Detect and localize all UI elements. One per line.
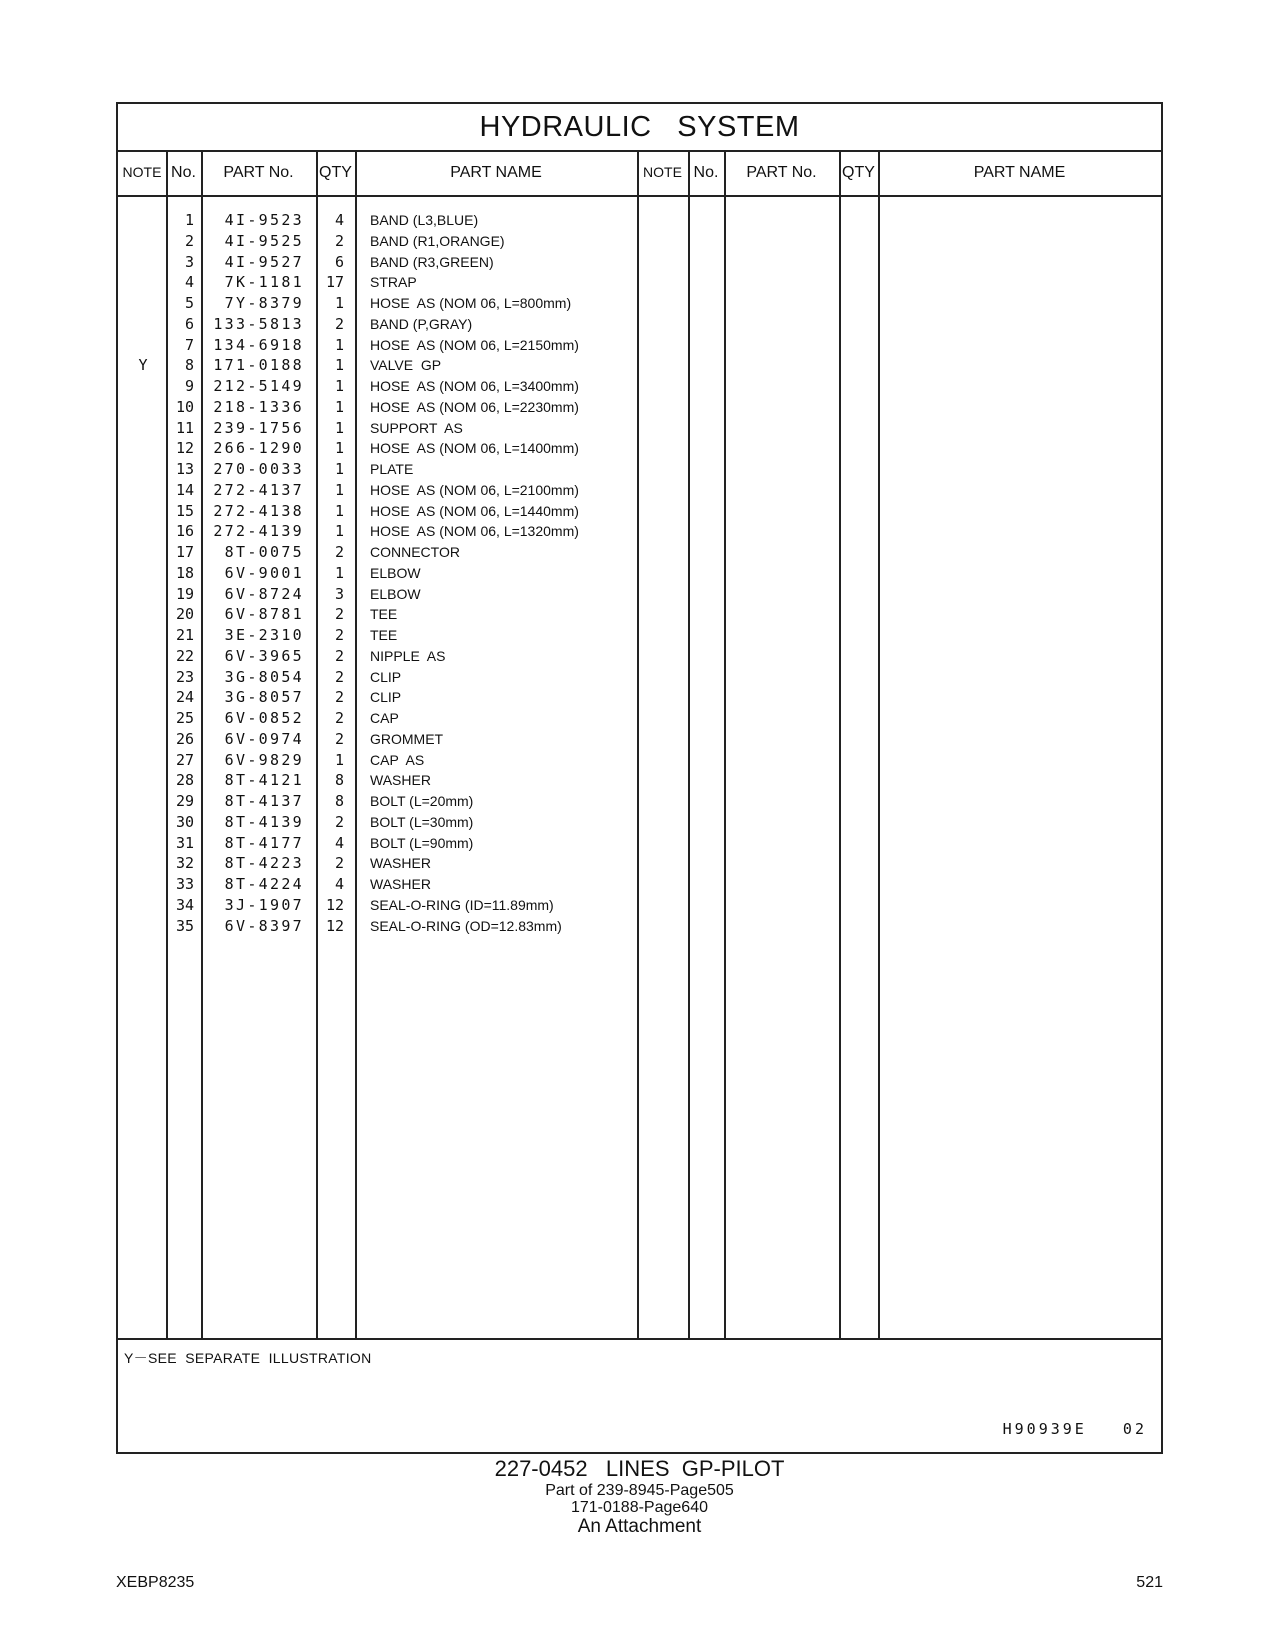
part-number-cell: 3J-1907 [224,895,304,914]
note-cell [118,520,168,542]
note-cell [118,417,168,439]
part-name-cell: GROMMET [370,730,444,747]
item-number-cell: 6 [184,314,194,333]
quantity-cell: 2 [334,231,344,250]
item-number-cell: 19 [175,584,194,603]
part-number-cell: 3G-8057 [224,688,304,707]
part-name-cell: WASHER [370,772,431,789]
note-cell [118,479,168,501]
note-cell [118,603,168,625]
part-number-cell: 3G-8054 [224,667,304,686]
caption-reference: 171-0188-Page640 [570,1499,708,1516]
part-name-cell: CONNECTOR [370,544,460,560]
footnote: Y－SEE SEPARATE ILLUSTRATION [124,1350,372,1366]
item-number-cell: 23 [175,667,194,686]
table-row [118,852,1161,874]
part-name-cell: HOSE AS (NOM 06, L=1320mm) [370,523,579,540]
note-cell [118,666,168,688]
table-row [118,832,1161,854]
table-row [118,811,1161,833]
note-cell [118,292,168,314]
item-number-cell: 3 [184,252,194,271]
item-number-cell: 33 [175,875,194,893]
quantity-cell: 4 [334,833,344,852]
note-cell [118,562,168,584]
part-name-cell: TEE [370,606,398,623]
part-number-cell: 266-1290 [213,439,304,458]
part-name-cell: BOLT (L=20mm) [370,793,474,809]
item-number-cell: 26 [175,729,194,748]
quantity-cell: 2 [334,605,344,624]
note-cell [118,769,168,791]
item-number-cell: 30 [175,812,194,831]
part-name-cell: WASHER [370,855,431,872]
item-number-cell: 12 [175,439,194,458]
part-name-cell: BAND (P,GRAY) [370,315,473,332]
item-number-cell: 21 [175,626,194,644]
part-name-cell: BAND (L3,BLUE) [370,212,479,228]
part-name-cell: WASHER [370,876,431,892]
note-cell [118,500,168,522]
part-number-cell: 6V-9829 [224,750,304,769]
table-row [118,313,1161,335]
part-number-cell: 272-4139 [213,522,304,541]
item-number-cell: 10 [175,397,194,416]
part-number-cell: 133-5813 [213,314,304,333]
table-row [118,292,1161,314]
part-number-cell: 270-0033 [213,460,304,478]
part-number-cell: 272-4138 [213,501,304,520]
note-cell [118,790,168,812]
drawing-number: H90939E 02 [1002,1420,1147,1438]
table-row [118,728,1161,750]
page-title: HYDRAULIC SYSTEM [118,104,1161,152]
note-cell: Y [138,356,148,375]
part-number-cell: 4I-9527 [224,252,304,271]
quantity-cell: 6 [334,252,344,271]
note-cell [118,624,168,646]
item-number-cell: 9 [184,377,194,395]
quantity-cell: 1 [334,377,344,395]
part-number-cell: 134-6918 [213,335,304,354]
part-name-cell: CLIP [370,668,402,685]
caption-part-of: Part of 239-8945-Page505 [545,1482,734,1499]
header-qty-right: QTY [842,164,875,181]
part-number-cell: 8T-4223 [224,854,304,873]
item-number-cell: 34 [175,895,194,914]
table-row [118,790,1161,812]
table-row [118,749,1161,771]
item-number-cell: 27 [175,750,194,769]
part-name-cell: HOSE AS (NOM 06, L=2150mm) [370,336,579,353]
parts-table-frame [116,102,1163,1454]
header-qty-left: QTY [319,164,352,181]
table-row [118,915,1161,937]
part-name-cell: HOSE AS (NOM 06, L=1440mm) [370,502,579,519]
header-part-name-left: PART NAME [450,164,542,181]
part-number-cell: 6V-8781 [224,605,304,624]
part-name-cell: STRAP [370,274,417,291]
part-number-cell: 6V-3965 [224,646,304,665]
quantity-cell: 1 [334,397,344,416]
quantity-cell: 17 [325,273,344,292]
quantity-cell: 4 [334,875,344,893]
part-name-cell: HOSE AS (NOM 06, L=3400mm) [370,378,579,394]
quantity-cell: 2 [334,543,344,561]
note-cell [118,873,168,895]
part-number-cell: 8T-0075 [224,543,304,561]
item-number-cell: 35 [175,916,194,935]
table-row [118,396,1161,418]
note-cell [118,852,168,874]
quantity-cell: 2 [334,314,344,333]
item-number-cell: 17 [175,543,194,561]
part-number-cell: 8T-4121 [224,771,304,790]
part-number-cell: 6V-9001 [224,563,304,582]
note-cell [118,251,168,273]
note-cell [118,396,168,418]
table-row [118,583,1161,605]
note-cell [118,707,168,729]
part-name-cell: BOLT (L=90mm) [370,834,474,851]
part-number-cell: 6V-8397 [224,916,304,935]
note-cell [118,645,168,667]
note-cell [118,437,168,459]
part-number-cell: 6V-8724 [224,584,304,603]
item-number-cell: 22 [175,646,194,665]
part-name-cell: CAP [370,710,399,726]
part-number-cell: 218-1336 [213,397,304,416]
part-name-cell: BAND (R1,ORANGE) [370,232,505,249]
table-row [118,209,1161,231]
table-row [118,603,1161,625]
note-cell [118,458,168,480]
quantity-cell: 1 [334,439,344,458]
note-cell [118,728,168,750]
item-number-cell: 32 [175,854,194,873]
part-number-cell: 8T-4139 [224,812,304,831]
table-row [118,334,1161,356]
table-row [118,458,1161,480]
item-number-cell: 28 [175,771,194,790]
table-header [118,150,1161,197]
header-no-left: No. [171,164,196,181]
quantity-cell: 1 [334,480,344,499]
note-cell [118,832,168,854]
quantity-cell: 1 [334,522,344,541]
part-name-cell: BAND (R3,GREEN) [370,253,494,270]
quantity-cell: 8 [334,792,344,810]
item-number-cell: 15 [175,501,194,520]
item-number-cell: 1 [184,211,194,229]
quantity-cell: 2 [334,854,344,873]
item-number-cell: 13 [175,460,194,478]
table-row [118,479,1161,501]
header-note-right: NOTE [643,164,682,180]
item-number-cell: 2 [184,231,194,250]
part-number-cell: 8T-4137 [224,792,304,810]
quantity-cell: 2 [334,812,344,831]
caption-attachment: An Attachment [577,1516,702,1537]
item-number-cell: 25 [175,709,194,727]
quantity-cell: 1 [334,563,344,582]
table-row [118,624,1161,646]
table-row [118,894,1161,916]
part-number-cell: 4I-9523 [224,211,304,229]
part-name-cell: CLIP [370,689,402,706]
part-name-cell: HOSE AS (NOM 06, L=2230mm) [370,398,579,415]
part-name-cell: ELBOW [370,585,421,602]
item-number-cell: 29 [175,792,194,810]
header-part-name-right: PART NAME [973,164,1066,181]
quantity-cell: 2 [334,626,344,644]
quantity-cell: 1 [334,418,344,437]
part-name-cell: SEAL-O-RING (OD=12.83mm) [370,917,562,934]
part-number-cell: 212-5149 [213,377,304,395]
part-number-cell: 272-4137 [213,480,304,499]
item-number-cell: 31 [175,833,194,852]
table-row [118,645,1161,667]
header-part-no-right: PART No. [746,164,817,181]
item-number-cell: 24 [175,688,194,707]
part-name-cell: NIPPLE AS [370,647,446,664]
note-cell [118,334,168,356]
table-row [118,769,1161,791]
part-name-cell: SUPPORT AS [370,419,463,436]
part-name-cell: HOSE AS (NOM 06, L=1400mm) [370,440,579,457]
table-row [118,375,1161,397]
part-number-cell: 4I-9525 [224,231,304,250]
table-row [118,251,1161,273]
note-cell [118,686,168,708]
part-number-cell: 6V-0974 [224,729,304,748]
table-row [118,271,1161,293]
part-number-cell: 8T-4177 [224,833,304,852]
note-cell [118,583,168,605]
table-row [118,707,1161,729]
part-number-cell: 7Y-8379 [224,294,304,312]
part-name-cell: VALVE GP [370,357,442,374]
table-row [118,417,1161,439]
quantity-cell: 1 [334,356,344,375]
item-number-cell: 20 [175,605,194,624]
note-cell [118,894,168,916]
quantity-cell: 2 [334,646,344,665]
note-cell [118,313,168,335]
quantity-cell: 2 [334,729,344,748]
quantity-cell: 1 [334,750,344,769]
note-cell [118,230,168,252]
item-number-cell: 14 [175,480,194,499]
item-number-cell: 11 [175,418,194,437]
item-number-cell: 7 [184,335,194,354]
part-name-cell: PLATE [370,461,414,477]
quantity-cell: 12 [325,916,344,935]
note-cell [118,271,168,293]
part-name-cell: ELBOW [370,564,421,581]
part-name-cell: CAP AS [370,751,425,768]
part-number-cell: 6V-0852 [224,709,304,727]
header-note-left: NOTE [122,164,162,180]
part-number-cell: 8T-4224 [224,875,304,893]
item-number-cell: 18 [175,563,194,582]
part-number-cell: 7K-1181 [224,273,304,292]
quantity-cell: 2 [334,688,344,707]
note-cell [118,915,168,937]
quantity-cell: 4 [334,211,344,229]
part-name-cell: BOLT (L=30mm) [370,813,474,830]
item-number-cell: 5 [184,294,194,312]
header-no-right: No. [693,164,719,181]
table-row [118,354,1161,376]
quantity-cell: 2 [334,709,344,727]
table-row [118,686,1161,708]
quantity-cell: 2 [334,667,344,686]
part-number-cell: 239-1756 [213,418,304,437]
note-cell [118,209,168,231]
caption-group-title: 227-0452 LINES GP-PILOT [494,1456,785,1481]
header-part-no-left: PART No. [223,164,294,181]
note-cell [118,541,168,563]
table-row [118,562,1161,584]
table-row [118,541,1161,563]
note-cell [118,375,168,397]
quantity-cell: 1 [334,294,344,312]
item-number-cell: 4 [184,273,194,292]
table-row [118,437,1161,459]
table-row [118,873,1161,895]
table-row [118,666,1161,688]
quantity-cell: 1 [334,335,344,354]
page-number: 521 [1136,1574,1163,1591]
quantity-cell: 1 [334,501,344,520]
part-name-cell: HOSE AS (NOM 06, L=2100mm) [370,481,579,498]
part-name-cell: HOSE AS (NOM 06, L=800mm) [370,295,572,311]
quantity-cell: 3 [334,584,344,603]
quantity-cell: 1 [334,460,344,478]
item-number-cell: 8 [184,356,194,375]
note-cell [118,749,168,771]
part-number-cell: 171-0188 [213,356,304,375]
part-number-cell: 3E-2310 [224,626,304,644]
table-row [118,230,1161,252]
quantity-cell: 12 [325,895,344,914]
quantity-cell: 8 [334,771,344,790]
footer-divider [118,1338,1161,1340]
document-id: XEBP8235 [116,1574,195,1591]
table-row [118,500,1161,522]
item-number-cell: 16 [175,522,194,541]
part-name-cell: TEE [370,627,398,643]
note-cell [118,811,168,833]
part-name-cell: SEAL-O-RING (ID=11.89mm) [370,896,554,913]
table-row [118,520,1161,542]
